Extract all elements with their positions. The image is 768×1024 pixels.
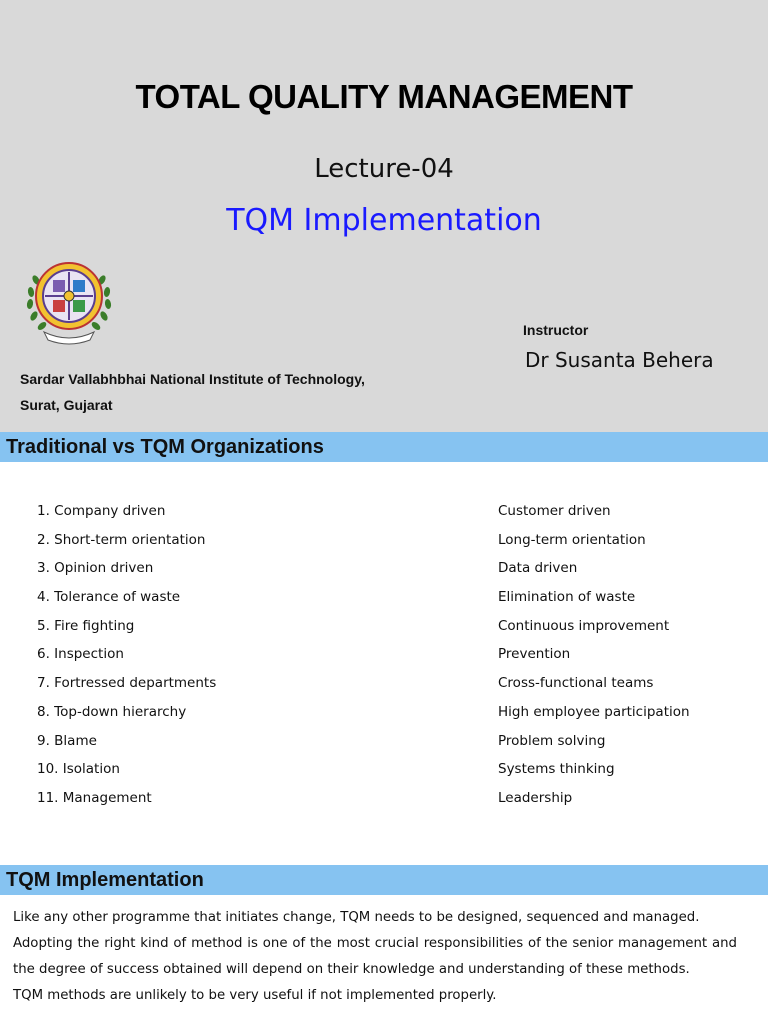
traditional-item: 4. Tolerance of waste [37,589,181,606]
comparison-list [0,497,768,813]
comparison-row [0,698,768,727]
institute-name [20,366,420,418]
traditional-item: 6. Inspection [37,646,124,663]
traditional-item: 8. Top-down hierarchy [37,703,187,720]
comparison-row [0,612,768,641]
traditional-item: 9. Blame [37,732,97,749]
institute-line-1: Sardar Vallabhbhai National Institute of Technology, [20,371,365,387]
comparison-row [0,727,768,756]
lecture-subtitle: TQM Implementation [226,203,542,238]
tqm-item: Customer driven [498,503,611,519]
page-title: TOTAL QUALITY MANAGEMENT [135,78,633,115]
section-heading-traditional-vs-tqm: Traditional vs TQM Organizations [0,432,768,462]
tqm-item: Long-term orientation [498,531,646,548]
comparison-row [0,784,768,813]
lecture-number: Lecture-04 [314,154,454,184]
instructor-label: Instructor [523,322,589,338]
institute-line-2: Surat, Gujarat [20,397,113,413]
tqm-item: Elimination of waste [498,589,636,606]
tqm-item: Problem solving [498,732,606,749]
section-heading-tqm-implementation: TQM Implementation [0,865,768,895]
comparison-row [0,583,768,612]
paragraph: Like any other programme that initiates change, TQM needs to be designed, sequenced and managed. [13,910,700,925]
traditional-item: 11. Management [37,789,152,806]
traditional-item: 7. Fortressed departments [37,675,217,692]
traditional-item: 1. Company driven [37,503,166,519]
paragraph: Adopting the right kind of method is one of the most crucial responsibilities of the senior management and the degree of success obtained will depend on their knowledge and understanding of these methods. [13,936,737,977]
instructor-name: Dr Susanta Behera [525,348,714,372]
traditional-item: 5. Fire fighting [37,617,135,634]
comparison-row [0,755,768,784]
comparison-row [0,669,768,698]
implementation-text [13,905,737,1009]
tqm-item: Continuous improvement [498,617,670,634]
tqm-item: Prevention [498,646,571,663]
tqm-item: High employee participation [498,703,690,720]
comparison-row [0,640,768,669]
comparison-row [0,526,768,555]
title-slide [0,0,768,432]
tqm-item: Data driven [498,560,578,577]
paragraph: TQM methods are unlikely to be very useful if not implemented properly. [13,988,497,1003]
traditional-item: 2. Short-term orientation [37,531,206,548]
tqm-item: Leadership [498,789,573,806]
institute-emblem-icon [20,256,118,348]
comparison-row [0,554,768,583]
tqm-item: Cross-functional teams [498,675,654,692]
traditional-item: 3. Opinion driven [37,560,154,577]
tqm-item: Systems thinking [498,761,615,778]
traditional-item: 10. Isolation [37,761,120,778]
comparison-row [0,497,768,526]
